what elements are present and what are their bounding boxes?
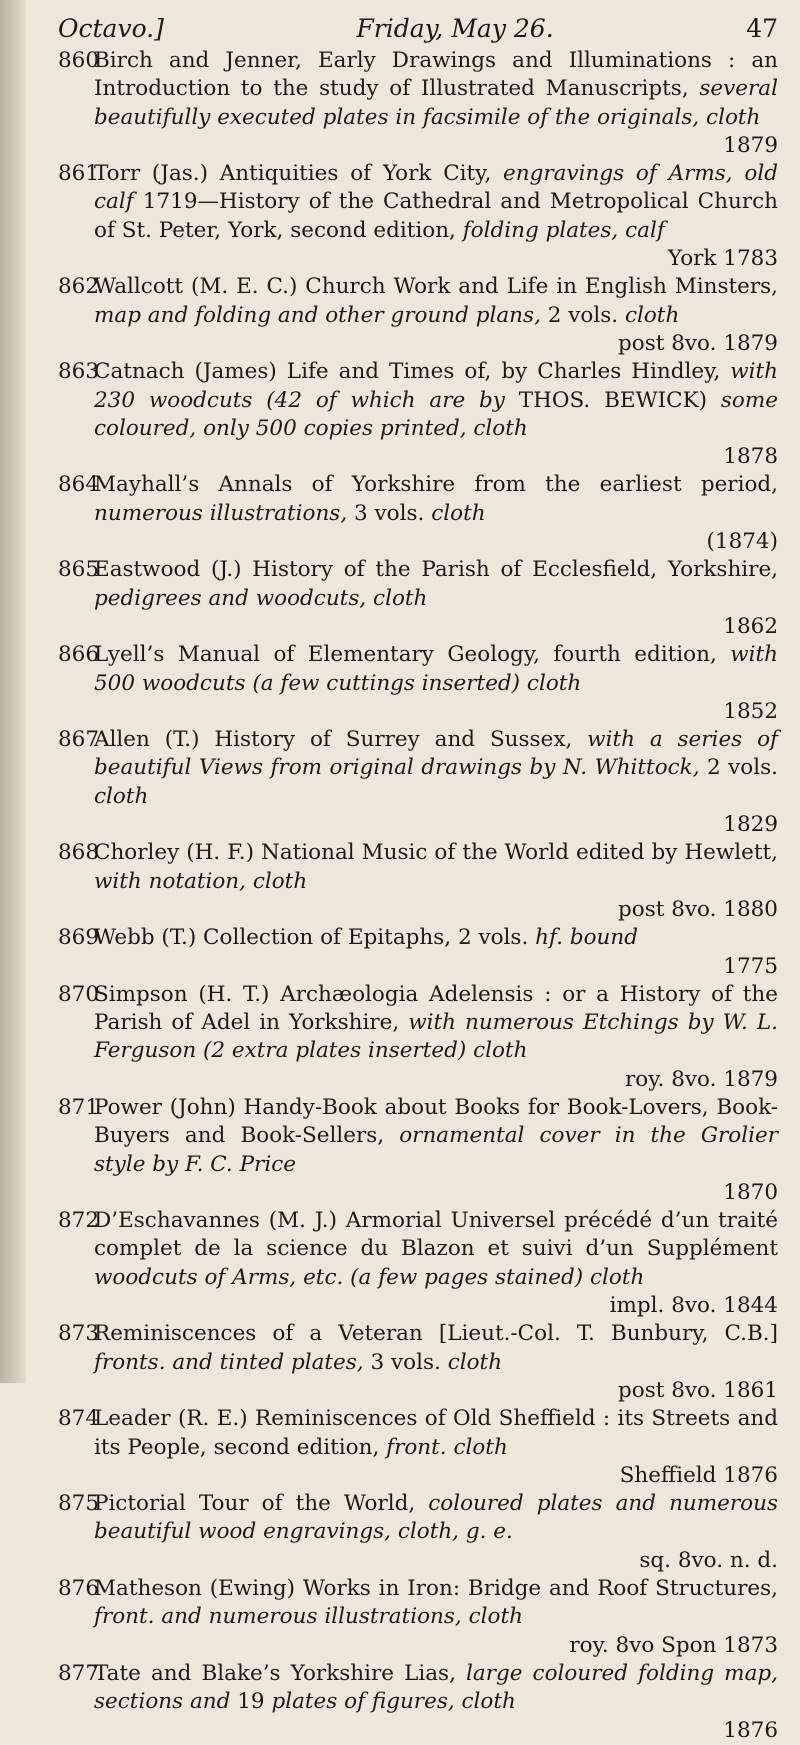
page-number: 47	[746, 14, 778, 43]
lot-title-cont: THOS. BEWICK)	[504, 387, 721, 413]
lot-description: with 500 woodcuts (a few cuttings inserted) cloth	[94, 642, 778, 696]
lot-title: D’Eschavannes (M. J.) Armorial Universel précédé d’un traité complet de la science du Blazon et suivi d’un Supplément	[94, 1208, 778, 1262]
lot-imprint: 1862	[723, 613, 778, 639]
lot-title-cont: 2 vols.	[540, 302, 625, 328]
lot-title: Chorley (H. F.) National Music of the World edited by Hewlett,	[94, 840, 778, 866]
lot-number: 869	[58, 925, 100, 951]
lot-title: Reminiscences of a Veteran [Lieut.-Col. T. Bunbury, C.B.]	[94, 1321, 778, 1347]
lot-imprint: post 8vo. 1861	[618, 1377, 778, 1403]
lot-number: 876	[58, 1576, 100, 1602]
lot-description: numerous illustrations,	[94, 500, 348, 526]
lot-entry	[58, 47, 778, 160]
lot-description-cont: cloth	[431, 500, 486, 526]
lot-number: 875	[58, 1491, 100, 1517]
lot-title: Webb (T.) Collection of Epitaphs, 2 vols.	[94, 925, 536, 951]
lot-title-cont: 3 vols.	[347, 500, 432, 526]
lot-description-cont: some coloured, only 500 copies printed, cloth	[94, 387, 778, 441]
lot-entry	[58, 358, 778, 471]
lot-description: map and folding and other ground plans,	[94, 302, 541, 328]
lot-imprint: 1852	[723, 698, 778, 724]
lot-description: coloured plates and numerous beautiful wood engravings, cloth, g. e.	[94, 1491, 778, 1545]
lot-entry	[58, 726, 778, 839]
lot-number: 870	[58, 981, 100, 1007]
lot-title: Mayhall’s Annals of Yorkshire from the earliest period,	[94, 472, 778, 498]
lot-entry	[58, 1207, 778, 1320]
lot-description-cont: cloth	[447, 1349, 503, 1375]
header-format: Octavo.]	[58, 14, 164, 43]
lot-imprint: post 8vo. 1879	[618, 330, 778, 356]
lot-description: with 230 woodcuts (42 of which are by	[94, 359, 778, 413]
lot-description: front. cloth	[386, 1434, 508, 1460]
lot-title: Tate and Blake’s Yorkshire Lias,	[94, 1660, 467, 1686]
lot-title: Allen (T.) History of Surrey and Sussex,	[94, 727, 588, 753]
lot-description-cont: cloth	[624, 302, 680, 328]
lot-entry	[58, 556, 778, 641]
lot-description: ornamental cover in the Grolier style by F. C. Price	[94, 1123, 778, 1177]
lot-title: Simpson (H. T.) Archæologia Adelensis : or a History of the Parish of Adel in Yorkshire,	[94, 981, 778, 1036]
lot-entry	[58, 924, 778, 981]
lot-entry	[58, 1490, 778, 1575]
lot-description: woodcuts of Arms, etc. (a few pages stained) cloth	[94, 1264, 645, 1290]
lot-imprint: 1879	[723, 132, 778, 158]
lot-entry	[58, 1405, 778, 1490]
lot-title-cont: 2 vols.	[699, 755, 778, 781]
lot-description: with a series of beautiful Views from original drawings by N. Whittock,	[94, 727, 778, 781]
header-date: Friday, May 26.	[356, 14, 554, 43]
lot-title: Eastwood (J.) History of the Parish of Ecclesfield, Yorkshire,	[94, 557, 778, 583]
lot-entry	[58, 1320, 778, 1405]
lot-title: Power (John) Handy-Book about Books for Book-Lovers, Book-Buyers and Book-Sellers,	[94, 1094, 778, 1149]
lot-list	[58, 47, 778, 1745]
lot-entry	[58, 471, 778, 556]
lot-description: engravings of Arms, old calf	[94, 161, 778, 215]
lot-imprint: roy. 8vo. 1879	[625, 1066, 778, 1092]
lot-number: 877	[58, 1660, 100, 1686]
lot-title: Catnach (James) Life and Times of, by Charles Hindley,	[94, 359, 731, 385]
lot-title: Birch and Jenner, Early Drawings and Illuminations : an Introduction to the study of Illustrated Manuscripts,	[94, 48, 778, 102]
lot-imprint: 1775	[723, 953, 778, 979]
lot-imprint: post 8vo. 1880	[618, 896, 778, 922]
book-spine-shadow	[0, 0, 26, 1383]
lot-description: hf. bound	[535, 925, 639, 951]
catalogue-page	[58, 14, 778, 1745]
lot-description-cont: plates of figures, cloth	[271, 1689, 516, 1715]
lot-imprint: (1874)	[706, 529, 778, 555]
lot-entry	[58, 1660, 778, 1745]
lot-title-cont: 3 vols.	[363, 1349, 448, 1375]
lot-number: 861	[58, 161, 100, 187]
lot-description-cont: folding plates, calf	[462, 217, 665, 243]
lot-description: fronts. and tinted plates,	[94, 1349, 364, 1375]
lot-title: Pictorial Tour of the World,	[94, 1491, 429, 1517]
lot-description-cont: cloth	[94, 783, 149, 809]
lot-entry	[58, 1094, 778, 1207]
lot-description: front. and numerous illustrations, cloth	[94, 1604, 523, 1630]
lot-entry	[58, 273, 778, 358]
lot-number: 871	[58, 1094, 100, 1120]
lot-entry	[58, 641, 778, 726]
lot-description: with notation, cloth	[94, 868, 308, 894]
lot-imprint: sq. 8vo. n. d.	[639, 1547, 778, 1573]
lot-number: 862	[58, 274, 100, 300]
lot-title-cont: 1719—History of the Cathedral and Metropolical Church of St. Peter, York, second edition,	[94, 189, 778, 243]
lot-entry	[58, 1575, 778, 1660]
lot-number: 863	[58, 359, 100, 385]
lot-imprint: roy. 8vo Spon 1873	[569, 1632, 778, 1658]
lot-title: Leader (R. E.) Reminiscences of Old Sheffield : its Streets and its People, second edition,	[94, 1406, 778, 1460]
lot-imprint: 1829	[723, 812, 778, 838]
lot-description: pedigrees and woodcuts, cloth	[94, 585, 428, 611]
lot-number: 868	[58, 840, 100, 866]
lot-description: with numerous Etchings by W. L. Ferguson (2 extra plates inserted) cloth	[94, 1010, 778, 1064]
page-header	[58, 14, 778, 43]
lot-title: Torr (Jas.) Antiquities of York City,	[94, 161, 504, 187]
lot-number: 873	[58, 1321, 100, 1347]
lot-title: Matheson (Ewing) Works in Iron: Bridge and Roof Structures,	[94, 1576, 778, 1602]
lot-title-cont: 19	[230, 1689, 272, 1715]
lot-imprint: Sheffield 1876	[619, 1462, 778, 1488]
lot-number: 864	[58, 472, 100, 498]
lot-number: 867	[58, 727, 100, 753]
lot-entry	[58, 160, 778, 273]
lot-imprint: 1870	[723, 1179, 778, 1205]
lot-number: 866	[58, 642, 100, 668]
lot-description: several beautifully executed plates in facsimile of the originals, cloth	[94, 76, 778, 130]
lot-number: 872	[58, 1208, 100, 1234]
lot-imprint: 1876	[723, 1717, 778, 1743]
lot-number: 865	[58, 557, 100, 583]
lot-imprint: York 1783	[667, 246, 778, 272]
lot-title: Wallcott (M. E. C.) Church Work and Life in English Minsters,	[94, 274, 778, 300]
lot-number: 860	[58, 48, 100, 73]
lot-description: large coloured folding map, sections and	[94, 1660, 778, 1715]
lot-title: Lyell’s Manual of Elementary Geology, fourth edition,	[94, 642, 731, 668]
lot-entry	[58, 839, 778, 924]
lot-imprint: impl. 8vo. 1844	[609, 1293, 778, 1319]
lot-entry	[58, 981, 778, 1094]
lot-number: 874	[58, 1406, 100, 1432]
lot-imprint: 1878	[723, 444, 778, 470]
